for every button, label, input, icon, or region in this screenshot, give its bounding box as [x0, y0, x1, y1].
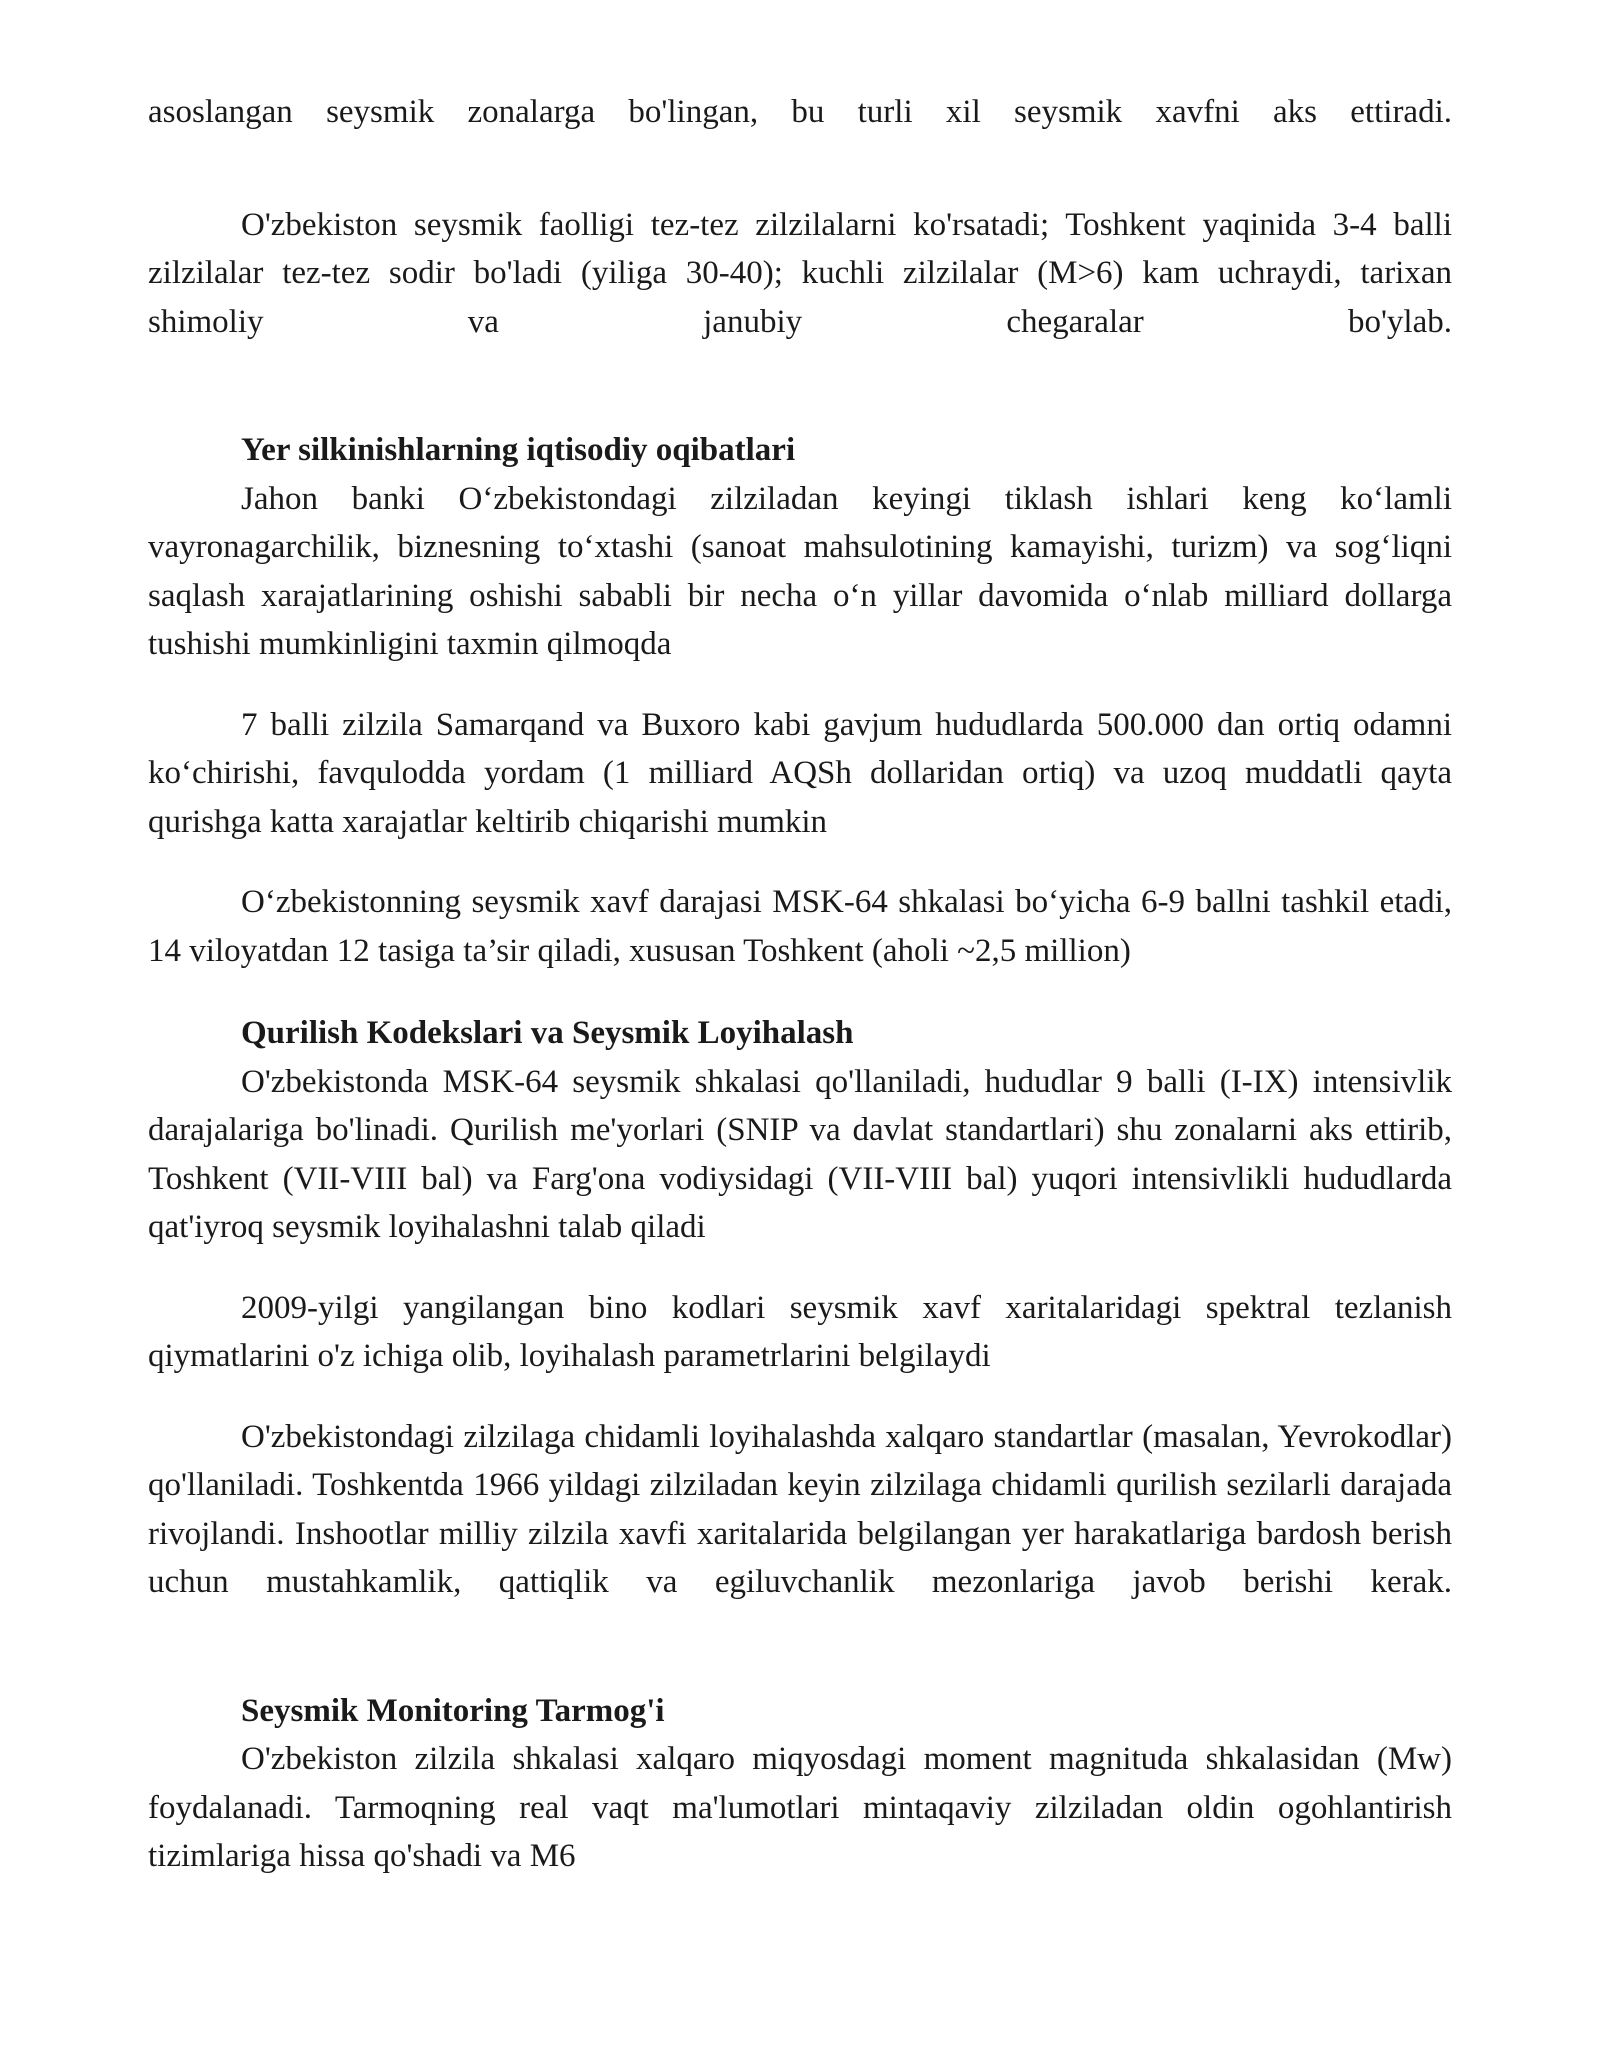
paragraph-seismic-zones-end: asoslangan seysmik zonalarga bo'lingan, bu turli xil seysmik xavfni aks ettiradi. — [148, 94, 1452, 130]
paragraph-magnitude-7-scenario: 7 balli zilzila Samarqand va Buxoro kabi gavjum hududlarda 500.000 dan ortiq odamni ko‘chirishi, favqulodda yordam (1 milliard AQSh dollaridan ortiq) va uzoq muddatli qayta qurishga katta xarajatlar keltirib chiqarishi mumkin — [148, 706, 1452, 840]
paragraph-international-standards: O'zbekistondagi zilzilaga chidamli loyihalashda xalqaro standartlar (masalan, Yevrokodlar) qo'llaniladi. Toshkentda 1966 yildagi zilziladan keyin zilzilaga chidamli qurilish sezilarli darajada rivojlandi. Inshootlar milliy zilzila xavfi xaritalarida belgilangan yer harakatlariga bardosh berish uchun mustahkamlik, qattiqlik va egiluvchanlik mezonlariga javob berishi kerak. — [148, 1418, 1452, 1600]
document-page — [148, 88, 1452, 1881]
paragraph-msk64-scale: O'zbekistonda MSK-64 seysmik shkalasi qo'llaniladi, hududlar 9 balli (I-IX) intensivlik darajalariga bo'linadi. Qurilish me'yorlari (SNIP va davlat standartlari) shu zonalarni aks ettirib, Toshkent (VII-VIII bal) va Farg'ona vodiysidagi (VII-VIII bal) yuqori intensivlikli hududlarda qat'iyroq seysmik loyihalashni talab qiladi — [148, 1063, 1452, 1245]
heading-monitoring-network: Seysmik Monitoring Tarmog'i — [241, 1692, 665, 1729]
paragraph-seismic-activity: O'zbekiston seysmik faolligi tez-tez zilzilalarni ko'rsatadi; Toshkent yaqinida 3-4 balli zilzilalar tez-tez sodir bo'ladi (yiliga 30-40); kuchli zilzilalar (M>6) kam uchraydi, tarixan shimoliy va janubiy chegaralar bo'ylab. — [148, 206, 1452, 340]
paragraph-2009-codes: 2009-yilgi yangilangan bino kodlari seysmik xavf xaritalaridagi spektral tezlanish qiymatlarini o'z ichiga olib, loyihalash parametrlarini belgilaydi — [148, 1289, 1452, 1374]
heading-economic-consequences: Yer silkinishlarning iqtisodiy oqibatlari — [241, 432, 796, 468]
heading-building-codes: Qurilish Kodekslari va Seysmik Loyihalash — [241, 1015, 854, 1051]
paragraph-hazard-level: O‘zbekistonning seysmik xavf darajasi MSK-64 shkalasi bo‘yicha 6-9 ballni tashkil etadi, 14 viloyatdan 12 tasiga ta’sir qiladi, xususan Toshkent (aholi ~2,5 million) — [148, 884, 1452, 969]
paragraph-moment-magnitude: O'zbekiston zilzila shkalasi xalqaro miqyosdagi moment magnituda shkalasidan (Mw) foydalanadi. Tarmoqning real vaqt ma'lumotlari mintaqaviy zilziladan oldin ogohlantirish tizimlariga hissa qo'shadi va M6 — [148, 1741, 1452, 1874]
paragraph-world-bank-estimate: Jahon banki O‘zbekistondagi zilziladan keyingi tiklash ishlari keng ko‘lamli vayronagarchilik, biznesning to‘xtashi (sanoat mahsulotining kamayishi, turizm) va sog‘liqni saqlash xarajatlarining oshishi sababli bir necha o‘n yillar davomida o‘nlab milliard dollarga tushishi mumkinligini taxmin qilmoqda — [148, 480, 1452, 662]
